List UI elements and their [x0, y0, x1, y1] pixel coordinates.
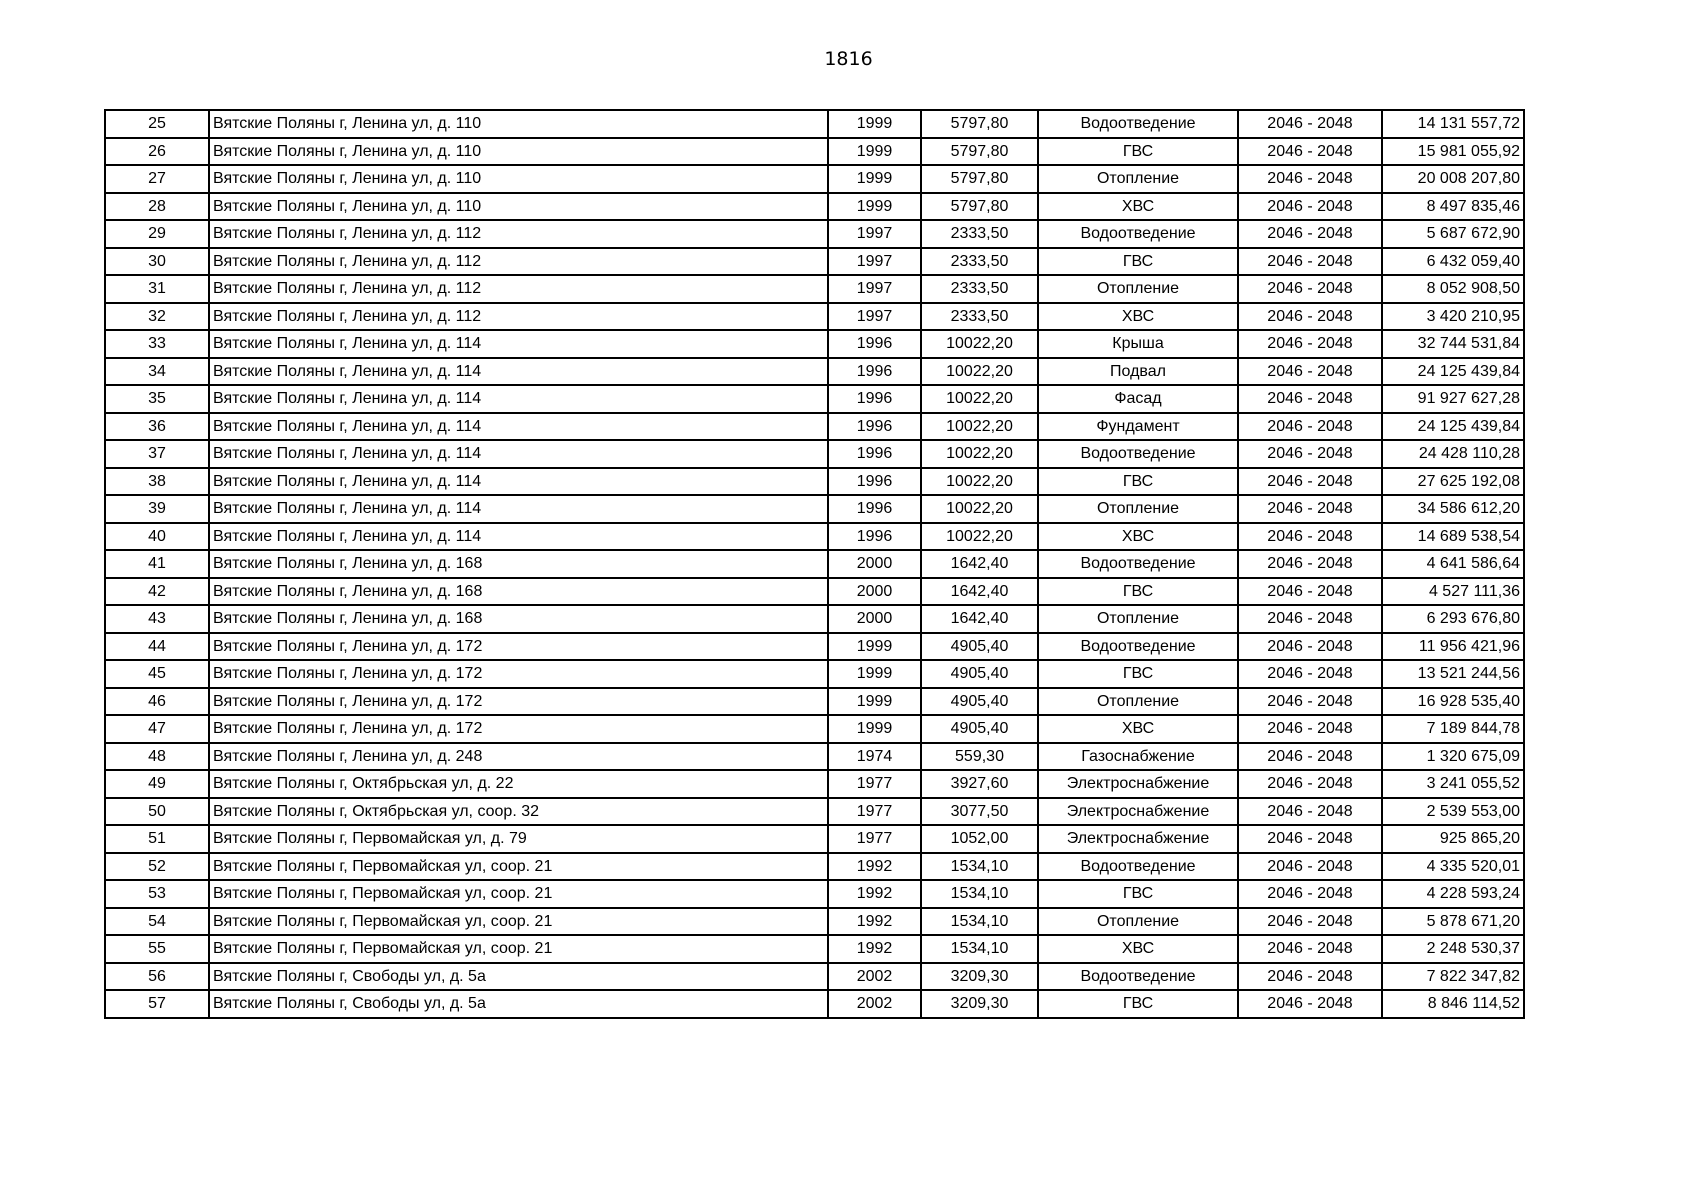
table-row: [105, 385, 1524, 413]
cost-cell: 8 497 835,46: [1382, 193, 1524, 221]
work-type-cell: ГВС: [1038, 880, 1238, 908]
table-body: [105, 110, 1524, 1018]
period-cell: 2046 - 2048: [1238, 660, 1382, 688]
year-cell: 2000: [828, 550, 921, 578]
row-number-cell: 45: [105, 660, 209, 688]
year-cell: 1999: [828, 660, 921, 688]
area-cell: 10022,20: [921, 495, 1038, 523]
row-number-cell: 53: [105, 880, 209, 908]
area-cell: 4905,40: [921, 633, 1038, 661]
period-cell: 2046 - 2048: [1238, 715, 1382, 743]
year-cell: 1992: [828, 853, 921, 881]
year-cell: 1997: [828, 275, 921, 303]
address-cell: Вятские Поляны г, Ленина ул, д. 114: [209, 330, 828, 358]
area-cell: 1642,40: [921, 550, 1038, 578]
table-row: [105, 578, 1524, 606]
cost-cell: 5 878 671,20: [1382, 908, 1524, 936]
row-number-cell: 54: [105, 908, 209, 936]
cost-cell: 8 052 908,50: [1382, 275, 1524, 303]
area-cell: 1052,00: [921, 825, 1038, 853]
area-cell: 10022,20: [921, 413, 1038, 441]
cost-cell: 34 586 612,20: [1382, 495, 1524, 523]
work-type-cell: Газоснабжение: [1038, 743, 1238, 771]
area-cell: 3927,60: [921, 770, 1038, 798]
address-cell: Вятские Поляны г, Октябрьская ул, д. 22: [209, 770, 828, 798]
work-type-cell: Водоотведение: [1038, 633, 1238, 661]
table-row: [105, 990, 1524, 1018]
address-cell: Вятские Поляны г, Ленина ул, д. 172: [209, 715, 828, 743]
work-type-cell: Крыша: [1038, 330, 1238, 358]
table-row: [105, 165, 1524, 193]
address-cell: Вятские Поляны г, Ленина ул, д. 114: [209, 523, 828, 551]
period-cell: 2046 - 2048: [1238, 165, 1382, 193]
table-row: [105, 853, 1524, 881]
cost-cell: 4 228 593,24: [1382, 880, 1524, 908]
row-number-cell: 56: [105, 963, 209, 991]
area-cell: 4905,40: [921, 688, 1038, 716]
year-cell: 1997: [828, 248, 921, 276]
row-number-cell: 36: [105, 413, 209, 441]
work-type-cell: Отопление: [1038, 495, 1238, 523]
cost-cell: 24 125 439,84: [1382, 358, 1524, 386]
table-row: [105, 303, 1524, 331]
address-cell: Вятские Поляны г, Первомайская ул, соор. 21: [209, 908, 828, 936]
row-number-cell: 41: [105, 550, 209, 578]
year-cell: 1996: [828, 468, 921, 496]
area-cell: 4905,40: [921, 715, 1038, 743]
address-cell: Вятские Поляны г, Ленина ул, д. 114: [209, 495, 828, 523]
work-type-cell: Отопление: [1038, 165, 1238, 193]
cost-cell: 925 865,20: [1382, 825, 1524, 853]
work-type-cell: Электроснабжение: [1038, 770, 1238, 798]
row-number-cell: 42: [105, 578, 209, 606]
work-type-cell: Электроснабжение: [1038, 825, 1238, 853]
year-cell: 1999: [828, 193, 921, 221]
row-number-cell: 39: [105, 495, 209, 523]
address-cell: Вятские Поляны г, Ленина ул, д. 112: [209, 220, 828, 248]
table-row: [105, 248, 1524, 276]
year-cell: 1997: [828, 220, 921, 248]
work-type-cell: Электроснабжение: [1038, 798, 1238, 826]
row-number-cell: 27: [105, 165, 209, 193]
period-cell: 2046 - 2048: [1238, 440, 1382, 468]
row-number-cell: 38: [105, 468, 209, 496]
table-row: [105, 220, 1524, 248]
year-cell: 2002: [828, 990, 921, 1018]
period-cell: 2046 - 2048: [1238, 743, 1382, 771]
area-cell: 2333,50: [921, 275, 1038, 303]
table-row: [105, 633, 1524, 661]
cost-cell: 3 241 055,52: [1382, 770, 1524, 798]
year-cell: 2000: [828, 578, 921, 606]
cost-cell: 6 432 059,40: [1382, 248, 1524, 276]
area-cell: 10022,20: [921, 358, 1038, 386]
cost-cell: 4 641 586,64: [1382, 550, 1524, 578]
work-type-cell: ХВС: [1038, 935, 1238, 963]
work-type-cell: ГВС: [1038, 660, 1238, 688]
period-cell: 2046 - 2048: [1238, 770, 1382, 798]
row-number-cell: 47: [105, 715, 209, 743]
row-number-cell: 28: [105, 193, 209, 221]
repair-schedule-table: [104, 109, 1525, 1019]
year-cell: 1996: [828, 358, 921, 386]
table-row: [105, 193, 1524, 221]
row-number-cell: 43: [105, 605, 209, 633]
cost-cell: 27 625 192,08: [1382, 468, 1524, 496]
year-cell: 1999: [828, 138, 921, 166]
area-cell: 5797,80: [921, 165, 1038, 193]
area-cell: 3209,30: [921, 963, 1038, 991]
address-cell: Вятские Поляны г, Первомайская ул, соор. 21: [209, 853, 828, 881]
row-number-cell: 35: [105, 385, 209, 413]
area-cell: 5797,80: [921, 193, 1038, 221]
row-number-cell: 44: [105, 633, 209, 661]
year-cell: 1996: [828, 440, 921, 468]
cost-cell: 15 981 055,92: [1382, 138, 1524, 166]
area-cell: 4905,40: [921, 660, 1038, 688]
table-row: [105, 715, 1524, 743]
area-cell: 10022,20: [921, 523, 1038, 551]
table-row: [105, 330, 1524, 358]
period-cell: 2046 - 2048: [1238, 248, 1382, 276]
cost-cell: 11 956 421,96: [1382, 633, 1524, 661]
period-cell: 2046 - 2048: [1238, 523, 1382, 551]
period-cell: 2046 - 2048: [1238, 688, 1382, 716]
address-cell: Вятские Поляны г, Первомайская ул, соор. 21: [209, 880, 828, 908]
table-row: [105, 275, 1524, 303]
work-type-cell: ХВС: [1038, 715, 1238, 743]
cost-cell: 7 822 347,82: [1382, 963, 1524, 991]
work-type-cell: Водоотведение: [1038, 440, 1238, 468]
year-cell: 1977: [828, 770, 921, 798]
work-type-cell: ГВС: [1038, 990, 1238, 1018]
area-cell: 5797,80: [921, 138, 1038, 166]
address-cell: Вятские Поляны г, Свободы ул, д. 5а: [209, 963, 828, 991]
area-cell: 3077,50: [921, 798, 1038, 826]
address-cell: Вятские Поляны г, Ленина ул, д. 172: [209, 660, 828, 688]
year-cell: 1996: [828, 495, 921, 523]
area-cell: 2333,50: [921, 248, 1038, 276]
address-cell: Вятские Поляны г, Свободы ул, д. 5а: [209, 990, 828, 1018]
address-cell: Вятские Поляны г, Ленина ул, д. 168: [209, 550, 828, 578]
address-cell: Вятские Поляны г, Первомайская ул, соор. 21: [209, 935, 828, 963]
work-type-cell: ГВС: [1038, 138, 1238, 166]
area-cell: 1534,10: [921, 853, 1038, 881]
period-cell: 2046 - 2048: [1238, 605, 1382, 633]
period-cell: 2046 - 2048: [1238, 138, 1382, 166]
work-type-cell: Водоотведение: [1038, 853, 1238, 881]
work-type-cell: ГВС: [1038, 468, 1238, 496]
period-cell: 2046 - 2048: [1238, 413, 1382, 441]
table-row: [105, 770, 1524, 798]
table-row: [105, 550, 1524, 578]
area-cell: 559,30: [921, 743, 1038, 771]
work-type-cell: ХВС: [1038, 303, 1238, 331]
year-cell: 1997: [828, 303, 921, 331]
row-number-cell: 29: [105, 220, 209, 248]
address-cell: Вятские Поляны г, Первомайская ул, д. 79: [209, 825, 828, 853]
table-row: [105, 963, 1524, 991]
year-cell: 1996: [828, 330, 921, 358]
area-cell: 3209,30: [921, 990, 1038, 1018]
table-row: [105, 935, 1524, 963]
work-type-cell: Отопление: [1038, 275, 1238, 303]
area-cell: 5797,80: [921, 110, 1038, 138]
table-row: [105, 660, 1524, 688]
area-cell: 10022,20: [921, 440, 1038, 468]
address-cell: Вятские Поляны г, Ленина ул, д. 112: [209, 275, 828, 303]
row-number-cell: 25: [105, 110, 209, 138]
year-cell: 1992: [828, 880, 921, 908]
row-number-cell: 26: [105, 138, 209, 166]
cost-cell: 8 846 114,52: [1382, 990, 1524, 1018]
period-cell: 2046 - 2048: [1238, 990, 1382, 1018]
area-cell: 10022,20: [921, 385, 1038, 413]
row-number-cell: 46: [105, 688, 209, 716]
area-cell: 1642,40: [921, 605, 1038, 633]
address-cell: Вятские Поляны г, Ленина ул, д. 112: [209, 303, 828, 331]
row-number-cell: 33: [105, 330, 209, 358]
address-cell: Вятские Поляны г, Ленина ул, д. 110: [209, 193, 828, 221]
period-cell: 2046 - 2048: [1238, 275, 1382, 303]
cost-cell: 24 428 110,28: [1382, 440, 1524, 468]
row-number-cell: 50: [105, 798, 209, 826]
table-row: [105, 468, 1524, 496]
year-cell: 1999: [828, 715, 921, 743]
address-cell: Вятские Поляны г, Ленина ул, д. 110: [209, 165, 828, 193]
table-row: [105, 138, 1524, 166]
period-cell: 2046 - 2048: [1238, 578, 1382, 606]
address-cell: Вятские Поляны г, Ленина ул, д. 112: [209, 248, 828, 276]
work-type-cell: Водоотведение: [1038, 963, 1238, 991]
address-cell: Вятские Поляны г, Ленина ул, д. 114: [209, 385, 828, 413]
year-cell: 1996: [828, 523, 921, 551]
cost-cell: 2 248 530,37: [1382, 935, 1524, 963]
cost-cell: 32 744 531,84: [1382, 330, 1524, 358]
cost-cell: 14 689 538,54: [1382, 523, 1524, 551]
period-cell: 2046 - 2048: [1238, 193, 1382, 221]
period-cell: 2046 - 2048: [1238, 550, 1382, 578]
table-row: [105, 110, 1524, 138]
year-cell: 1996: [828, 413, 921, 441]
table-row: [105, 413, 1524, 441]
work-type-cell: Отопление: [1038, 605, 1238, 633]
period-cell: 2046 - 2048: [1238, 798, 1382, 826]
period-cell: 2046 - 2048: [1238, 468, 1382, 496]
address-cell: Вятские Поляны г, Ленина ул, д. 168: [209, 578, 828, 606]
cost-cell: 7 189 844,78: [1382, 715, 1524, 743]
row-number-cell: 40: [105, 523, 209, 551]
area-cell: 1534,10: [921, 935, 1038, 963]
year-cell: 1992: [828, 935, 921, 963]
year-cell: 1974: [828, 743, 921, 771]
cost-cell: 1 320 675,09: [1382, 743, 1524, 771]
table-row: [105, 495, 1524, 523]
area-cell: 1534,10: [921, 908, 1038, 936]
table-row: [105, 523, 1524, 551]
cost-cell: 4 335 520,01: [1382, 853, 1524, 881]
cost-cell: 5 687 672,90: [1382, 220, 1524, 248]
year-cell: 1977: [828, 798, 921, 826]
page-number: 1816: [824, 48, 873, 70]
address-cell: Вятские Поляны г, Ленина ул, д. 114: [209, 468, 828, 496]
row-number-cell: 52: [105, 853, 209, 881]
work-type-cell: Водоотведение: [1038, 550, 1238, 578]
period-cell: 2046 - 2048: [1238, 633, 1382, 661]
table-row: [105, 605, 1524, 633]
work-type-cell: Фасад: [1038, 385, 1238, 413]
cost-cell: 6 293 676,80: [1382, 605, 1524, 633]
year-cell: 2000: [828, 605, 921, 633]
period-cell: 2046 - 2048: [1238, 220, 1382, 248]
year-cell: 1999: [828, 688, 921, 716]
row-number-cell: 48: [105, 743, 209, 771]
work-type-cell: ХВС: [1038, 193, 1238, 221]
row-number-cell: 55: [105, 935, 209, 963]
area-cell: 10022,20: [921, 468, 1038, 496]
area-cell: 1642,40: [921, 578, 1038, 606]
address-cell: Вятские Поляны г, Ленина ул, д. 114: [209, 413, 828, 441]
address-cell: Вятские Поляны г, Ленина ул, д. 248: [209, 743, 828, 771]
cost-cell: 2 539 553,00: [1382, 798, 1524, 826]
table-row: [105, 743, 1524, 771]
work-type-cell: Отопление: [1038, 908, 1238, 936]
period-cell: 2046 - 2048: [1238, 330, 1382, 358]
table-row: [105, 908, 1524, 936]
period-cell: 2046 - 2048: [1238, 935, 1382, 963]
table-row: [105, 440, 1524, 468]
address-cell: Вятские Поляны г, Ленина ул, д. 114: [209, 358, 828, 386]
table-row: [105, 880, 1524, 908]
work-type-cell: ГВС: [1038, 578, 1238, 606]
row-number-cell: 32: [105, 303, 209, 331]
period-cell: 2046 - 2048: [1238, 853, 1382, 881]
period-cell: 2046 - 2048: [1238, 110, 1382, 138]
address-cell: Вятские Поляны г, Октябрьская ул, соор. 32: [209, 798, 828, 826]
work-type-cell: ГВС: [1038, 248, 1238, 276]
table-row: [105, 688, 1524, 716]
period-cell: 2046 - 2048: [1238, 908, 1382, 936]
table-row: [105, 358, 1524, 386]
year-cell: 1999: [828, 633, 921, 661]
row-number-cell: 37: [105, 440, 209, 468]
cost-cell: 3 420 210,95: [1382, 303, 1524, 331]
year-cell: 1999: [828, 165, 921, 193]
period-cell: 2046 - 2048: [1238, 963, 1382, 991]
row-number-cell: 57: [105, 990, 209, 1018]
address-cell: Вятские Поляны г, Ленина ул, д. 168: [209, 605, 828, 633]
address-cell: Вятские Поляны г, Ленина ул, д. 110: [209, 110, 828, 138]
table-row: [105, 798, 1524, 826]
cost-cell: 14 131 557,72: [1382, 110, 1524, 138]
year-cell: 1992: [828, 908, 921, 936]
area-cell: 1534,10: [921, 880, 1038, 908]
address-cell: Вятские Поляны г, Ленина ул, д. 110: [209, 138, 828, 166]
period-cell: 2046 - 2048: [1238, 358, 1382, 386]
year-cell: 1977: [828, 825, 921, 853]
period-cell: 2046 - 2048: [1238, 303, 1382, 331]
area-cell: 2333,50: [921, 220, 1038, 248]
cost-cell: 16 928 535,40: [1382, 688, 1524, 716]
work-type-cell: Водоотведение: [1038, 220, 1238, 248]
cost-cell: 13 521 244,56: [1382, 660, 1524, 688]
cost-cell: 24 125 439,84: [1382, 413, 1524, 441]
address-cell: Вятские Поляны г, Ленина ул, д. 172: [209, 688, 828, 716]
row-number-cell: 49: [105, 770, 209, 798]
work-type-cell: ХВС: [1038, 523, 1238, 551]
year-cell: 1999: [828, 110, 921, 138]
work-type-cell: Подвал: [1038, 358, 1238, 386]
period-cell: 2046 - 2048: [1238, 880, 1382, 908]
cost-cell: 20 008 207,80: [1382, 165, 1524, 193]
row-number-cell: 31: [105, 275, 209, 303]
work-type-cell: Фундамент: [1038, 413, 1238, 441]
period-cell: 2046 - 2048: [1238, 385, 1382, 413]
year-cell: 1996: [828, 385, 921, 413]
address-cell: Вятские Поляны г, Ленина ул, д. 114: [209, 440, 828, 468]
cost-cell: 4 527 111,36: [1382, 578, 1524, 606]
row-number-cell: 34: [105, 358, 209, 386]
area-cell: 10022,20: [921, 330, 1038, 358]
work-type-cell: Отопление: [1038, 688, 1238, 716]
area-cell: 2333,50: [921, 303, 1038, 331]
address-cell: Вятские Поляны г, Ленина ул, д. 172: [209, 633, 828, 661]
cost-cell: 91 927 627,28: [1382, 385, 1524, 413]
work-type-cell: Водоотведение: [1038, 110, 1238, 138]
row-number-cell: 30: [105, 248, 209, 276]
period-cell: 2046 - 2048: [1238, 495, 1382, 523]
year-cell: 2002: [828, 963, 921, 991]
row-number-cell: 51: [105, 825, 209, 853]
period-cell: 2046 - 2048: [1238, 825, 1382, 853]
table-row: [105, 825, 1524, 853]
